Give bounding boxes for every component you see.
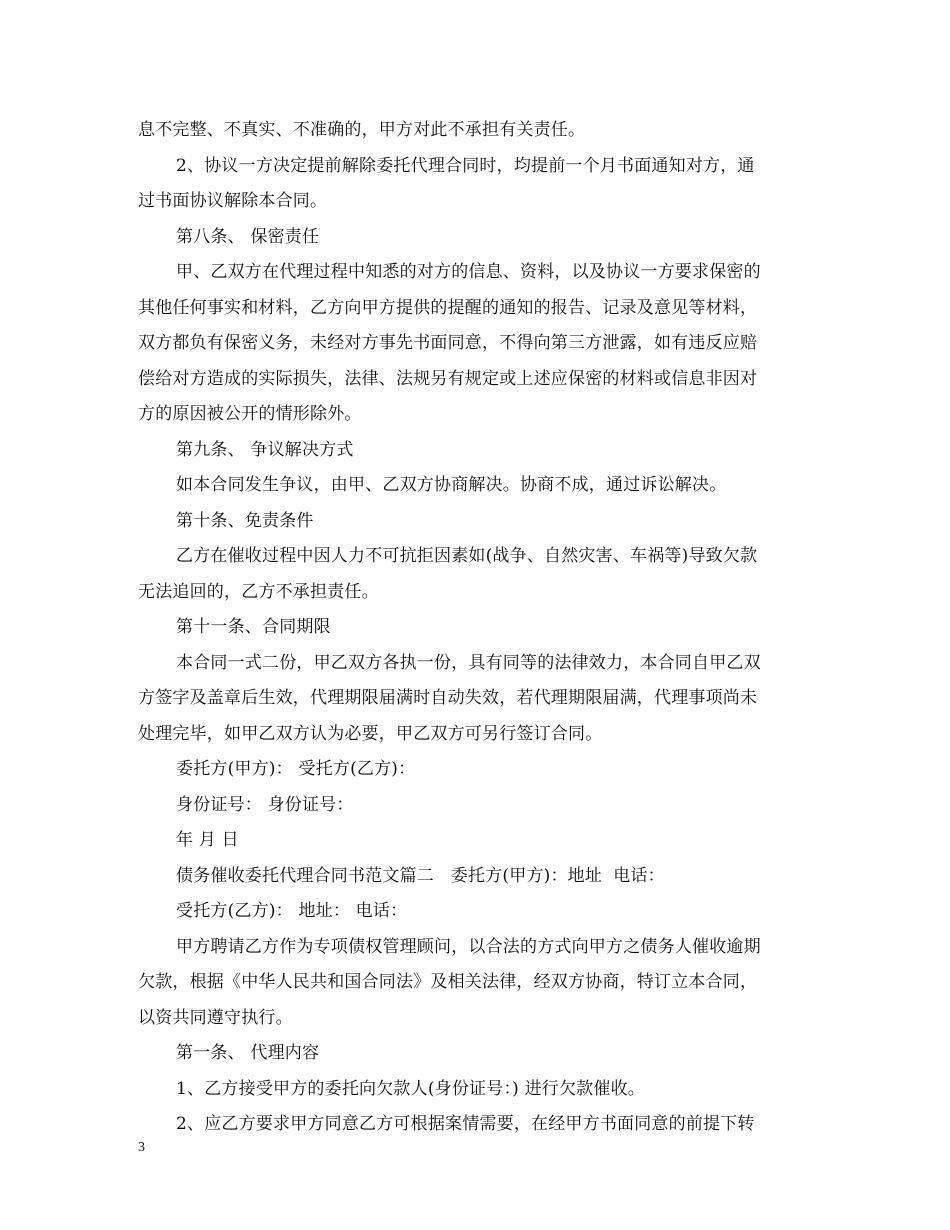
text-line: 以资共同遵守执行。 xyxy=(138,1007,293,1028)
text-line: 偿给对方造成的实际损失，法律、法规另有规定或上述应保密的材料或信息非因对 xyxy=(138,368,758,389)
text-line: 处理完毕，如甲乙双方认为必要，甲乙双方可另行签订合同。 xyxy=(138,723,603,744)
text-line: 2、应乙方要求甲方同意乙方可根据案情需要，在经甲方书面同意的前提下转 xyxy=(176,1114,755,1134)
text-line: 方的原因被公开的情形除外。 xyxy=(138,404,362,424)
party-info-line: 受托方(乙方)： 地址： 电话： xyxy=(176,901,408,921)
text-line: 甲、乙双方在代理过程中知悉的对方的信息、资料，以及协议一方要求保密的 xyxy=(176,262,761,282)
section-heading: 第一条、 代理内容 xyxy=(176,1043,320,1063)
text-line: 其他任何事实和材料，乙方向甲方提供的提醒的通知的报告、记录及意见等材料， xyxy=(138,297,758,318)
id-number-line: 身份证号： 身份证号： xyxy=(176,794,354,815)
text-line: 无法追回的，乙方不承担责任。 xyxy=(138,581,379,602)
document-body xyxy=(138,113,814,1143)
document-title-line: 债务催收委托代理合同书范文篇二 委托方(甲方)：地址 电话： xyxy=(176,865,665,886)
text-line: 甲方聘请乙方作为专项债权管理顾问，以合法的方式向甲方之债务人催收逾期 xyxy=(176,936,761,957)
date-line: 年 月 日 xyxy=(176,830,239,850)
text-line: 本合同一式二份，甲乙双方各执一份，具有同等的法律效力，本合同自甲乙双 xyxy=(176,652,761,673)
page-number: 3 xyxy=(138,1140,145,1155)
section-heading: 第十条、免责条件 xyxy=(176,510,314,531)
text-line: 欠款，根据《中华人民共和国合同法》及相关法律，经双方协商，特订立本合同， xyxy=(138,972,758,992)
section-heading: 第十一条、合同期限 xyxy=(176,617,331,637)
text-line: 乙方在催收过程中因人力不可抗拒因素如(战争、自然灾害、车祸等)导致欠款 xyxy=(176,546,758,566)
text-line: 方签字及盖章后生效，代理期限届满时自动失效，若代理期限届满，代理事项尚未 xyxy=(138,688,758,708)
text-line: 2、协议一方决定提前解除委托代理合同时，均提前一个月书面通知对方，通 xyxy=(176,155,755,176)
text-line: 双方都负有保密义务，未经对方事先书面同意，不得向第三方泄露，如有违反应赔 xyxy=(138,333,758,353)
section-heading: 第九条、 争议解决方式 xyxy=(176,439,354,460)
section-heading: 第八条、 保密责任 xyxy=(176,226,320,247)
signature-line: 委托方(甲方)： 受托方(乙方)： xyxy=(176,759,416,779)
text-line: 过书面协议解除本合同。 xyxy=(138,191,328,211)
text-line: 1、乙方接受甲方的委托向欠款人(身份证号：) 进行欠款催收。 xyxy=(176,1078,645,1099)
text-line: 如本合同发生争议，由甲、乙双方协商解决。协商不成，通过诉讼解决。 xyxy=(176,475,727,495)
text-line: 息不完整、不真实、不准确的，甲方对此不承担有关责任。 xyxy=(138,120,586,140)
